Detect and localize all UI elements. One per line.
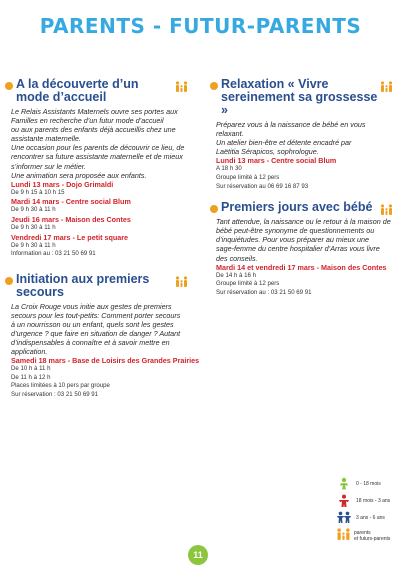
section-secours <box>5 271 200 400</box>
session-time: De 9 h 30 à 11 h <box>11 223 56 231</box>
session-limit: Places limitées à 10 pers par groupe <box>11 382 110 390</box>
contact-info: Sur réservation au 06 69 16 87 93 <box>216 182 309 190</box>
section-title: A la découverte d’un mode d’accueil <box>16 77 139 104</box>
session-location: Jeudi 16 mars - Maison des Contes <box>11 214 131 224</box>
page-number: 11 <box>188 545 208 565</box>
parents-icon <box>380 202 393 220</box>
session-time: De 9 h 30 à 11 h <box>11 206 56 214</box>
session-limit: Groupe limité à 12 pers <box>216 173 280 181</box>
session-time: De 10 h à 11 h <box>11 365 51 373</box>
section-header <box>5 273 188 299</box>
bullet-icon <box>5 277 13 285</box>
session-time: A 18 h 30 <box>216 165 242 173</box>
section-title: Premiers jours avec bébé <box>221 200 373 215</box>
contact-info: Sur réservation : 03 21 50 69 91 <box>11 391 99 399</box>
section-title: Relaxation « Vivre sereinement sa grossesse » <box>221 77 378 117</box>
right-column <box>210 78 393 306</box>
session-location: Samedi 18 mars - Base de Loisirs des Grandes Prairies <box>11 356 200 366</box>
session-time: De 9 h 30 à 11 h <box>11 241 56 249</box>
section-header <box>5 78 188 104</box>
session-location: Lundi 13 mars - Centre social Blum <box>216 156 337 166</box>
legend-label: 0 - 18 mois <box>356 481 381 487</box>
legend-label: 3 ans - 6 ans <box>356 515 385 521</box>
age-legend <box>336 477 401 542</box>
section-title: Initiation aux premiers secours <box>16 271 150 299</box>
legend-item <box>336 477 401 494</box>
section-intro: Préparez vous à la naissance de bébé en vous relaxant. Un atelier bien-être et détente encadré par Laëtitia Sérapicos, sophrologue. <box>216 120 366 157</box>
left-column <box>5 77 200 409</box>
session-time: De 11 h à 12 h <box>11 373 51 381</box>
section-intro: La Croix Rouge vous initie aux gestes de premiers secours pour les tout-petits: Comment porter secours à un nourrisson ou un enfant, quels sont les gestes d’urgence ? que faire en situation de danger ? Autant d’indispensables à connaître et à savoir mettre en application. <box>11 301 181 357</box>
legend-item <box>336 511 401 528</box>
legend-item <box>336 528 401 542</box>
session-limit: Groupe limité à 12 pers <box>216 280 280 288</box>
session-location: Lundi 13 mars - Dojo Grimaldi <box>11 179 114 189</box>
session-location: Mardi 14 mars - Centre social Blum <box>11 197 131 207</box>
section-decouverte <box>5 78 188 259</box>
contact-info: Sur réservation au : 03 21 50 69 91 <box>216 288 312 296</box>
parents-icon <box>175 79 188 97</box>
section-intro: Tant attendue, la naissance ou le retour à la maison de bébé peut-être synonyme de questionnements ou d’inquiétudes. Pour vous préparer au mieux une sage-femme du centre hospitalier d’Arras vous livre des conseils. <box>216 217 391 263</box>
section-intro: Le Relais Assistants Maternels ouvre ses portes aux Familles en recherche d’un futur mode d’accueil ou aux parents des enfants déjà accueillis chez une assistante maternelle. Une occasion pour les parents de découvrir ce lieu, de rencontrer sa future assistante maternelle et de mieux s’informer sur le métier. Une animation sera proposée aux enfants. <box>11 107 185 180</box>
section-bebe <box>210 201 393 297</box>
session-time: De 9 h 15 à 10 h 15 <box>11 188 65 196</box>
section-header <box>210 201 393 214</box>
contact-info: Information au : 03 21 50 69 91 <box>11 250 96 258</box>
session-location: Mardi 14 et vendredi 17 mars - Maison des Contes <box>216 262 387 272</box>
legend-label: 18 mois - 3 ans <box>356 498 391 504</box>
legend-item <box>336 494 401 511</box>
session-time: De 14 h à 16 h <box>216 271 256 279</box>
page-title: PARENTS - FUTUR-PARENTS <box>39 14 362 38</box>
legend-label: parents et futurs-parents <box>354 530 391 542</box>
parents-icon <box>175 274 188 292</box>
bullet-icon <box>5 82 13 90</box>
section-header <box>210 78 393 117</box>
bullet-icon <box>210 205 218 213</box>
session-location: Vendredi 17 mars - Le petit square <box>11 232 129 242</box>
parents-icon <box>380 79 393 97</box>
bullet-icon <box>210 82 218 90</box>
section-relaxation <box>210 78 393 191</box>
